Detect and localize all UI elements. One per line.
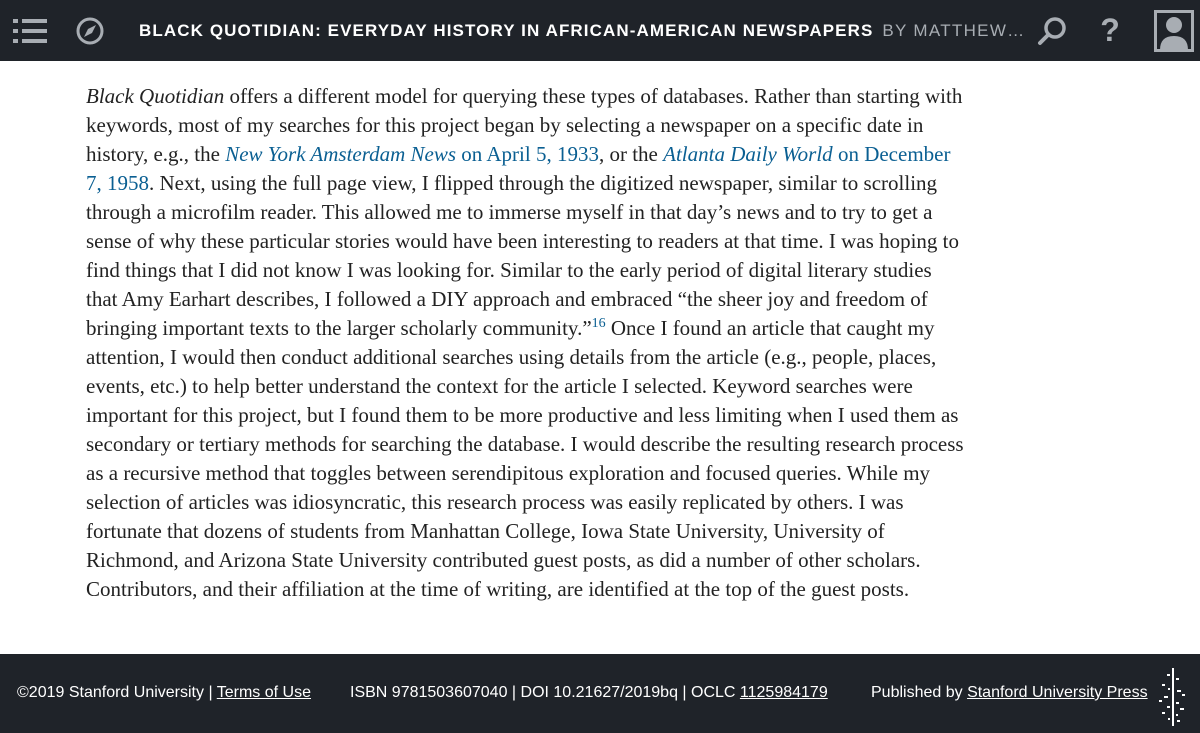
press-logo-icon[interactable] [1158,668,1188,731]
link-new-york-amsterdam-news[interactable] [225,142,599,166]
book-byline: BY MATTHEW… [882,20,1026,40]
footer-bar [0,654,1200,733]
copyright-text: ©2019 Stanford University | [17,684,217,701]
isbn-doi-text: ISBN 9781503607040 | DOI 10.21627/2019bq | OCLC [350,684,740,701]
stanford-press-link[interactable]: Stanford University Press [967,684,1148,701]
text-segment: Once I found an article that caught my attention, I would then conduct additional searches using details from the article (e.g., people, places, events, etc.) to help better understand the context for the article I selected. Keyword searches were important for this project, but I found them to be more productive and less limiting when I used them as secondary or tertiary methods for searching the database. I would describe the resulting research process as a recursive method that toggles between serendipitous exploration and focused queries. While my selection of articles was idiosyncratic, this research process was easily replicated by others. I was fortunate that dozens of students from Manhattan College, Iowa State University, University of Richmond, and Arizona State University contributed guest posts, as did a number of other scholars. Contributors, and their affiliation at the time of writing, are identified at the top of the guest posts. [86,316,964,601]
text-segment: offers a different model for querying these types of databases. Rather than starting with keywords, most of my searches for this project began by selecting a newspaper on a specific date in history, e.g., the [86,84,963,166]
text-segment: , or the [598,142,664,166]
footnote-link-16[interactable]: 16 [591,316,606,331]
newspaper-title[interactable]: Atlanta Daily World [663,142,833,166]
user-icon[interactable] [1148,0,1200,61]
footer-copyright [17,684,311,702]
search-icon[interactable] [1030,0,1074,61]
top-navigation-bar [0,0,1200,61]
compass-icon[interactable] [70,0,110,61]
book-title-italic: Black Quotidian [86,84,225,108]
terms-of-use-link[interactable]: Terms of Use [216,684,311,701]
footer-publisher [871,684,1148,702]
book-title-bar[interactable] [139,0,1025,61]
published-by-text: Published by [871,684,968,701]
help-glyph: ? [1100,12,1120,48]
newspaper-date[interactable]: on December 7, 1958 [86,142,951,195]
newspaper-date[interactable]: on April 5, 1933 [456,142,599,166]
article-paragraph [86,82,966,604]
article-body [86,82,966,604]
text-segment: . Next, using the full page view, I flipped through the digitized newspaper, similar to scrolling through a microfilm reader. This allowed me to immerse myself in that day’s news and to try to get a sense of why these particular stories would have been interesting to readers at that time. I was hoping to find things that I did not know I was looking for. Similar to the early period of digital literary studies that Amy Earhart describes, I followed a DIY approach and embraced “the sheer joy and freedom of bringing important texts to the larger scholarly community.” [86,171,959,340]
oclc-link[interactable]: 1125984179 [739,684,828,701]
help-icon[interactable] [1090,0,1130,61]
book-title[interactable]: BLACK QUOTIDIAN: EVERYDAY HISTORY IN AFRICAN-AMERICAN NEWSPAPERS [139,20,874,40]
footer-identifiers [350,684,828,702]
newspaper-title[interactable]: New York Amsterdam News [225,142,457,166]
menu-icon[interactable] [10,0,50,61]
